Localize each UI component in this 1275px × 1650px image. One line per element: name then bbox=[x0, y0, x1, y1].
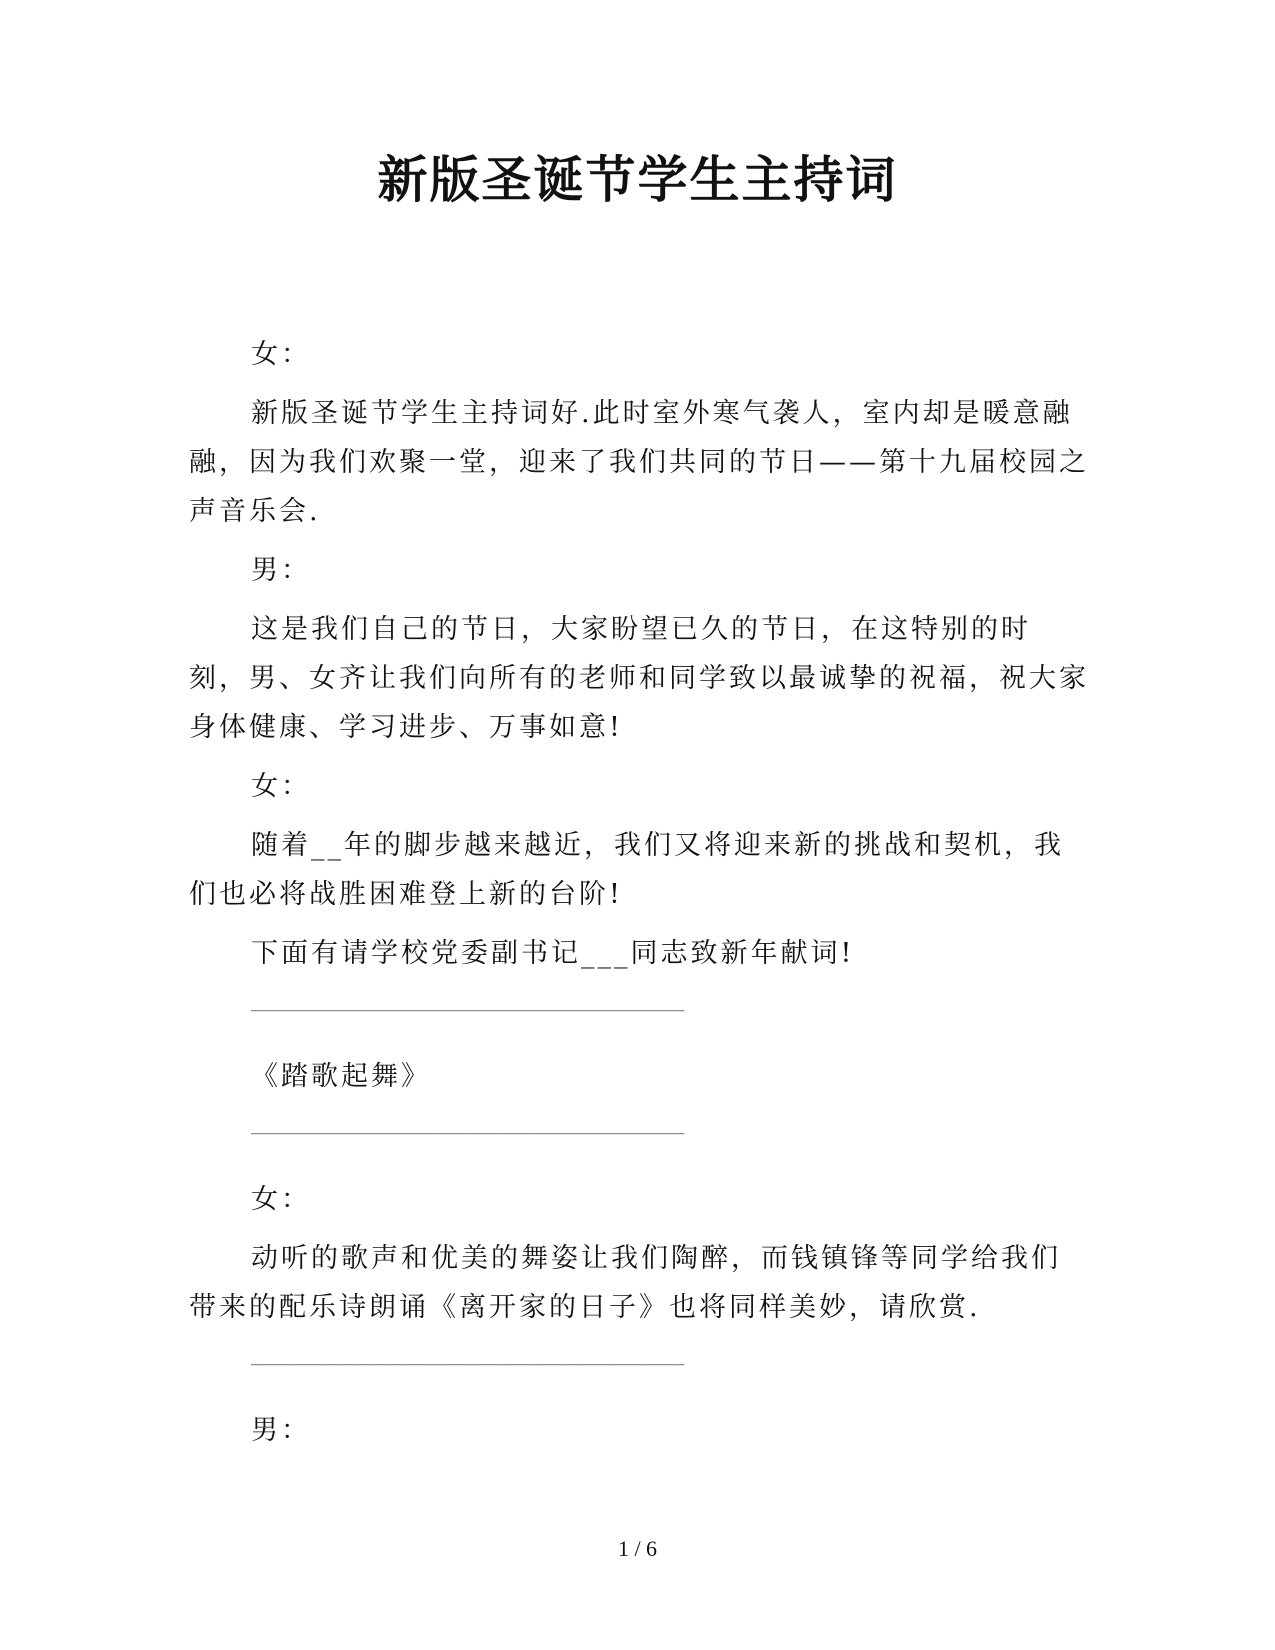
program-title: 《踏歌起舞》 bbox=[251, 1061, 431, 1092]
paragraph: 这是我们自己的节日，大家盼望已久的节日，在这特别的时刻，男、女齐让我们向所有的老师和同学致以最诚挚的祝福，祝大家身体健康、学习进步、万事如意! bbox=[189, 614, 1089, 743]
paragraph: 新版圣诞节学生主持词好.此时室外寒气袭人，室内却是暖意融融，因为我们欢聚一堂，迎来了我们共同的节日——第十九届校园之声音乐会. bbox=[189, 398, 1089, 527]
separator-line: ________________________________________ bbox=[251, 1114, 685, 1135]
document-body bbox=[189, 330, 1089, 1465]
paragraph: 下面有请学校党委副书记___同志致新年献词! bbox=[251, 938, 855, 969]
paragraph: 随着__年的脚步越来越近，我们又将迎来新的挑战和契机，我们也必将战胜困难登上新的台阶! bbox=[189, 830, 1064, 910]
speaker-label: 男： bbox=[251, 1415, 311, 1446]
speaker-label: 女： bbox=[251, 339, 311, 370]
document-title: 新版圣诞节学生主持词 bbox=[377, 150, 898, 209]
speaker-label: 男： bbox=[251, 555, 311, 586]
speaker-label: 女： bbox=[251, 771, 311, 802]
paragraph: 动听的歌声和优美的舞姿让我们陶醉，而钱镇锋等同学给我们带来的配乐诗朗诵《离开家的日子》也将同样美妙，请欣赏. bbox=[189, 1243, 1061, 1323]
separator-line: ________________________________________ bbox=[251, 1345, 685, 1366]
speaker-label: 女： bbox=[251, 1184, 311, 1215]
page-number: 1 / 6 bbox=[617, 1536, 658, 1561]
separator-line: ________________________________________ bbox=[251, 991, 685, 1012]
